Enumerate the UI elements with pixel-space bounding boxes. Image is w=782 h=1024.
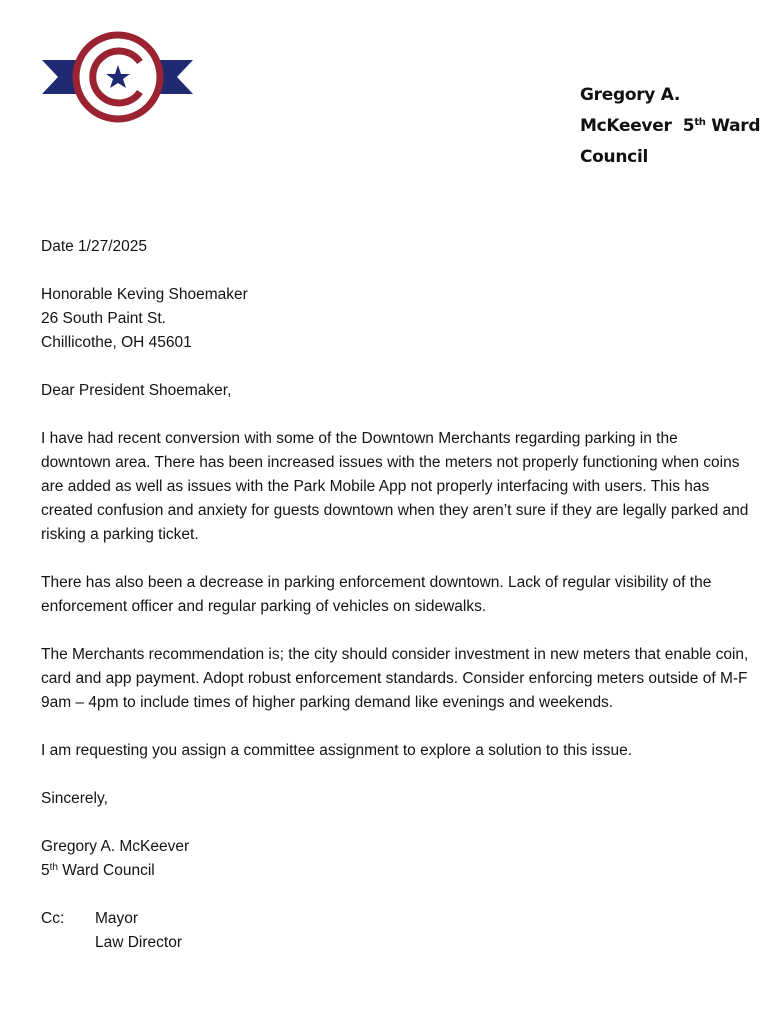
sender-name-line3: Council	[580, 147, 648, 167]
signature-title: 5th Ward Council	[41, 862, 155, 879]
recipient-street: 26 South Paint St.	[41, 310, 166, 327]
recipient-city: Chillicothe, OH 45601	[41, 334, 192, 351]
letterhead-sender	[580, 80, 760, 173]
recipient-address	[41, 283, 751, 355]
recipient-name: Honorable Keving Shoemaker	[41, 286, 248, 303]
cc-recipient: Law Director	[95, 934, 182, 951]
cc-recipient: Mayor	[95, 910, 139, 927]
paragraph-enforcement: There has also been a decrease in parking enforcement downtown. Lack of regular visibility of the enforcement officer and regular parking of vehicles on sidewalks.	[41, 574, 712, 615]
cc-block	[41, 907, 751, 955]
ward-council-emblem-icon	[40, 28, 195, 126]
letter-body	[41, 235, 751, 955]
signature-name: Gregory A. McKeever	[41, 838, 190, 855]
paragraph-meters: I have had recent conversion with some of the Downtown Merchants regarding parking in the downtown area. There has been increased issues with the meters not properly functioning when coins are added as well as issues with the Park Mobile App not properly interfacing with users. This has created confusion and anxiety for guests downtown when they aren’t sure if they are legally parked and risking a parking ticket.	[41, 430, 749, 543]
ward-council-logo	[40, 28, 195, 126]
cc-label: Cc:	[41, 910, 65, 927]
sender-name-line1: Gregory A.	[580, 85, 681, 105]
salutation: Dear President Shoemaker,	[41, 382, 232, 399]
paragraph-recommendation: The Merchants recommendation is; the city should consider investment in new meters that enable coin, card and app payment. Adopt robust enforcement standards. Consider enforcing meters outside of M-F 9am – 4pm to include times of higher parking demand like evenings and weekends.	[41, 646, 749, 711]
signature-block	[41, 835, 751, 883]
closing: Sincerely,	[41, 790, 108, 807]
sender-name-line2: McKeever 5th Ward	[580, 116, 761, 136]
paragraph-request: I am requesting you assign a committee assignment to explore a solution to this issue.	[41, 742, 633, 759]
letter-date: Date 1/27/2025	[41, 238, 148, 255]
